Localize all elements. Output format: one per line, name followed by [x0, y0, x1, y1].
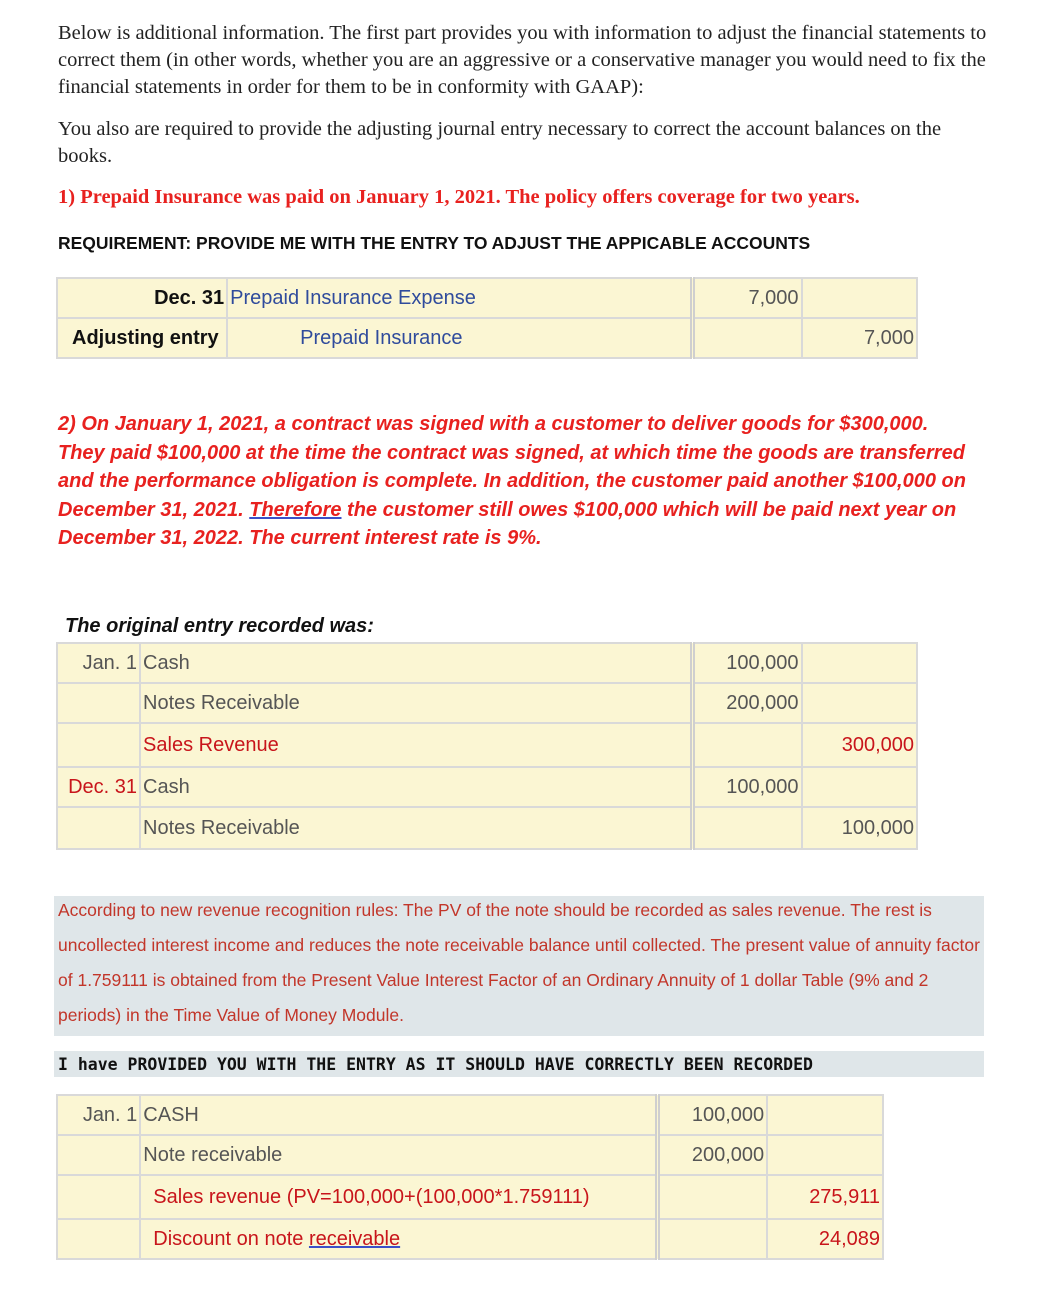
intro-paragraph-2: You also are required to provide the adjusting journal entry necessary to correct the account balances on the books. — [58, 118, 942, 167]
debit-amount-empty — [693, 318, 802, 358]
row-credit — [767, 1135, 883, 1175]
row-account: Cash — [140, 767, 693, 807]
row-account: Notes Receivable — [140, 807, 693, 849]
provided-banner — [54, 1051, 984, 1077]
row-date — [57, 807, 140, 849]
credit-amount-empty — [802, 278, 917, 318]
revenue-recognition-note: According to new revenue recognition rules: The PV of the note should be recorded as sales revenue. The rest is uncollected interest income and reduces the note receivable balance until collected. The present value of annuity factor of 1.759111 is obtained from the Present Value Interest Factor of an Ordinary Annuity of 1 dollar Table (9% and 2 periods) in the Time Value of Money Module. — [58, 900, 980, 1025]
account-prefix: Discount on note — [153, 1227, 309, 1250]
row-date — [57, 683, 140, 723]
row-date — [57, 723, 140, 767]
table-row — [57, 1095, 883, 1135]
row-credit — [802, 767, 918, 807]
credit-account: Prepaid Insurance — [227, 318, 692, 358]
row-account — [140, 1219, 658, 1259]
credit-amount: 7,000 — [802, 318, 917, 358]
row-debit — [658, 1175, 767, 1219]
question-1-requirement: REQUIREMENT: PROVIDE ME WITH THE ENTRY TO ADJUST THE APPICABLE ACCOUNTS — [58, 233, 811, 253]
q2-therefore: Therefore — [249, 498, 342, 521]
row-date: Jan. 1 — [57, 643, 140, 683]
row-credit — [802, 683, 918, 723]
original-entry-heading: The original entry recorded was: — [65, 615, 374, 637]
row-date — [57, 1135, 140, 1175]
table-row — [57, 1135, 883, 1175]
debit-amount: 7,000 — [693, 278, 802, 318]
row-date: Dec. 31 — [57, 767, 140, 807]
row-debit: 100,000 — [693, 643, 802, 683]
row-account: Note receivable — [140, 1135, 658, 1175]
intro-paragraph-1: Below is additional information. The first part provides you with information to adjust the financial statements to correct them (in other words, whether you are an aggressive or a conservative manager you would need to fix the financial statements in order for them to be in conformity with GAAP): — [58, 22, 987, 98]
row-account: Cash — [140, 643, 693, 683]
row-debit — [658, 1219, 767, 1259]
row-date: Jan. 1 — [57, 1095, 140, 1135]
table-row — [57, 318, 917, 358]
row-debit — [693, 723, 802, 767]
row-date — [57, 1175, 140, 1219]
row-credit: 100,000 — [802, 807, 918, 849]
entry-date: Dec. 31 — [57, 278, 227, 318]
row-debit: 200,000 — [658, 1135, 767, 1175]
row-account: Sales Revenue — [140, 723, 693, 767]
table-row — [57, 723, 917, 767]
question-1-statement: 1) Prepaid Insurance was paid on January 1, 2021. The policy offers coverage for two years. — [58, 186, 860, 208]
adjusting-entry-table — [56, 277, 918, 359]
table-row — [57, 683, 917, 723]
account-underlined: receivable — [308, 1227, 401, 1250]
row-credit: 300,000 — [802, 723, 918, 767]
table-row — [57, 278, 917, 318]
row-credit — [802, 643, 918, 683]
row-account: Notes Receivable — [140, 683, 693, 723]
original-entry-table — [56, 642, 918, 850]
q2-text-after: the customer still owes $100,000 which will be paid next year on December 31, 2022. The current interest rate is 9%. — [58, 498, 957, 549]
debit-account: Prepaid Insurance Expense — [227, 278, 692, 318]
row-debit: 200,000 — [693, 683, 802, 723]
table-row — [57, 1219, 883, 1259]
row-debit: 100,000 — [693, 767, 802, 807]
row-account: CASH — [140, 1095, 658, 1135]
row-credit — [767, 1095, 883, 1135]
provided-text: I have PROVIDED YOU WITH THE ENTRY AS IT SHOULD HAVE CORRECTLY BEEN RECORDED — [58, 1055, 813, 1074]
table-row — [57, 807, 917, 849]
row-credit: 275,911 — [767, 1175, 883, 1219]
row-date — [57, 1219, 140, 1259]
table-row — [57, 1175, 883, 1219]
table-row — [57, 643, 917, 683]
table-row — [57, 767, 917, 807]
row-credit: 24,089 — [767, 1219, 883, 1259]
row-debit: 100,000 — [658, 1095, 767, 1135]
q2-text-before: 2) On January 1, 2021, a contract was signed with a customer to deliver goods for $300,000. They paid $100,000 at the time the contract was signed, at which time the goods are transferred and the performance obligation is complete. In addition, the customer paid another $100,000 on December 31, 2021. — [58, 413, 966, 521]
entry-label: Adjusting entry — [57, 318, 227, 358]
row-debit — [693, 807, 802, 849]
correct-entry-table — [56, 1094, 884, 1260]
question-2-statement — [58, 410, 978, 553]
row-account: Sales revenue (PV=100,000+(100,000*1.759111) — [140, 1175, 658, 1219]
